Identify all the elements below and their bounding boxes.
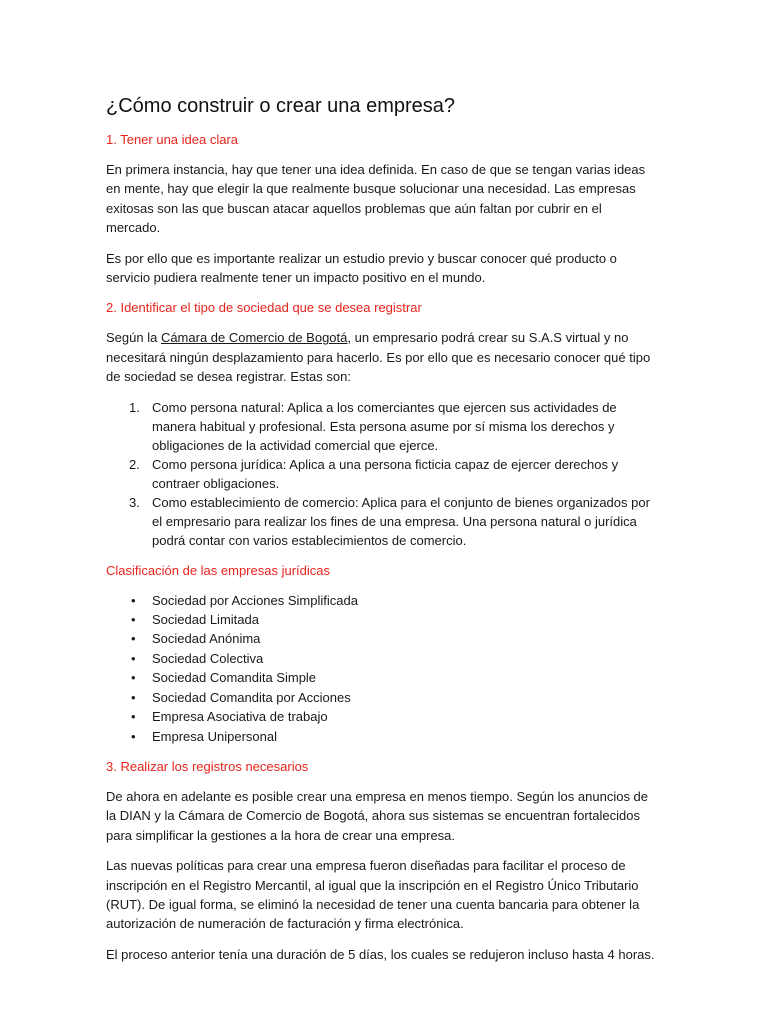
section-heading-registros: 3. Realizar los registros necesarios <box>106 758 309 774</box>
bullet-list <box>106 591 656 746</box>
list-item-text: Como persona natural: Aplica a los comerciantes que ejercen sus actividades de manera habitual y profesional. Esta persona asume por sí misma los derechos y obligaciones de la actividad comercial que ejerce. <box>152 399 617 453</box>
list-item <box>106 727 656 746</box>
list-marker: 3. <box>129 494 140 510</box>
list-item-text: Empresa Asociativa de trabajo <box>152 709 328 725</box>
paragraph: Las nuevas políticas para crear una empresa fueron diseñadas para facilitar el proceso de inscripción en el Registro Mercantil, al igual que la inscripción en el Registro Único Tributario (RUT). De igual forma, se eliminó la necesidad de tener una cuenta bancaria para obtener la autorización de numeración de facturación y firma electrónica. <box>106 858 640 932</box>
list-item-text: Como persona jurídica: Aplica a una persona ficticia capaz de ejercer derechos y contraer obligaciones. <box>152 456 619 491</box>
bullet-icon: • <box>131 670 136 686</box>
list-marker: 1. <box>129 399 140 415</box>
list-item-text: Sociedad por Acciones Simplificada <box>152 592 358 608</box>
paragraph-intro <box>106 328 656 386</box>
bullet-icon: • <box>131 592 136 608</box>
list-item <box>106 649 656 668</box>
list-item <box>106 591 656 610</box>
bullet-icon: • <box>131 650 136 666</box>
list-item <box>106 398 656 455</box>
paragraph: El proceso anterior tenía una duración de 5 días, los cuales se redujeron incluso hasta 4 horas. <box>106 946 655 962</box>
camara-comercio-link[interactable]: Cámara de Comercio de Bogotá <box>160 330 348 346</box>
bullet-icon: • <box>131 709 136 725</box>
bullet-icon: • <box>131 728 136 744</box>
bullet-icon: • <box>131 612 136 628</box>
intro-text: Según la <box>106 330 161 346</box>
paragraph: De ahora en adelante es posible crear una empresa en menos tiempo. Según los anuncios de la DIAN y la Cámara de Comercio de Bogotá, ahora sus sistemas se encuentran fortalecidos para simplificar la gestiones a la hora de crear una empresa. <box>106 788 649 843</box>
list-item-text: Sociedad Comandita por Acciones <box>152 689 351 705</box>
list-marker: 2. <box>129 456 140 472</box>
list-item-text: Como establecimiento de comercio: Aplica para el conjunto de bienes organizados por el empresario para realizar los fines de una empresa. Una persona natural o jurídica podrá contar con varios establecimientos de comercio. <box>152 494 650 548</box>
list-item-text: Sociedad Colectiva <box>152 650 264 666</box>
list-item <box>106 493 656 550</box>
list-item <box>106 707 656 726</box>
list-item-text: Sociedad Limitada <box>152 612 259 628</box>
section-heading-clasificacion: Clasificación de las empresas jurídicas <box>106 562 330 578</box>
document-page <box>106 93 656 975</box>
bullet-icon: • <box>131 689 136 705</box>
list-item <box>106 668 656 687</box>
section-heading-tipo-sociedad: 2. Identificar el tipo de sociedad que se desea registrar <box>106 300 422 316</box>
intro-text: , un empresario podrá crear su S.A.S virtual y no necesitará ningún desplazamiento para hacerlo. Es por ello que es necesario conocer qué tipo de sociedad se desea registrar. Estas son: <box>106 330 651 385</box>
list-item <box>106 610 656 629</box>
list-item-text: Sociedad Anónima <box>152 631 261 647</box>
list-item-text: Sociedad Comandita Simple <box>152 670 317 686</box>
list-item-text: Empresa Unipersonal <box>152 728 278 744</box>
paragraph: En primera instancia, hay que tener una idea definida. En caso de que se tengan varias ideas en mente, hay que elegir la que realmente busque solucionar una necesidad. Las empresas exitosas son las que buscan atacar aquellos problemas que aún faltan por cubrir en el mercado. <box>106 162 646 236</box>
list-item <box>106 455 656 493</box>
bullet-icon: • <box>131 631 136 647</box>
numbered-list <box>106 398 656 550</box>
section-heading-idea: 1. Tener una idea clara <box>106 132 239 147</box>
list-item <box>106 688 656 707</box>
list-item <box>106 629 656 648</box>
paragraph: Es por ello que es importante realizar un estudio previo y buscar conocer qué producto o servicio pudiera realmente tener un impacto positivo en el mundo. <box>106 250 617 286</box>
document-title: ¿Cómo construir o crear una empresa? <box>106 95 456 117</box>
